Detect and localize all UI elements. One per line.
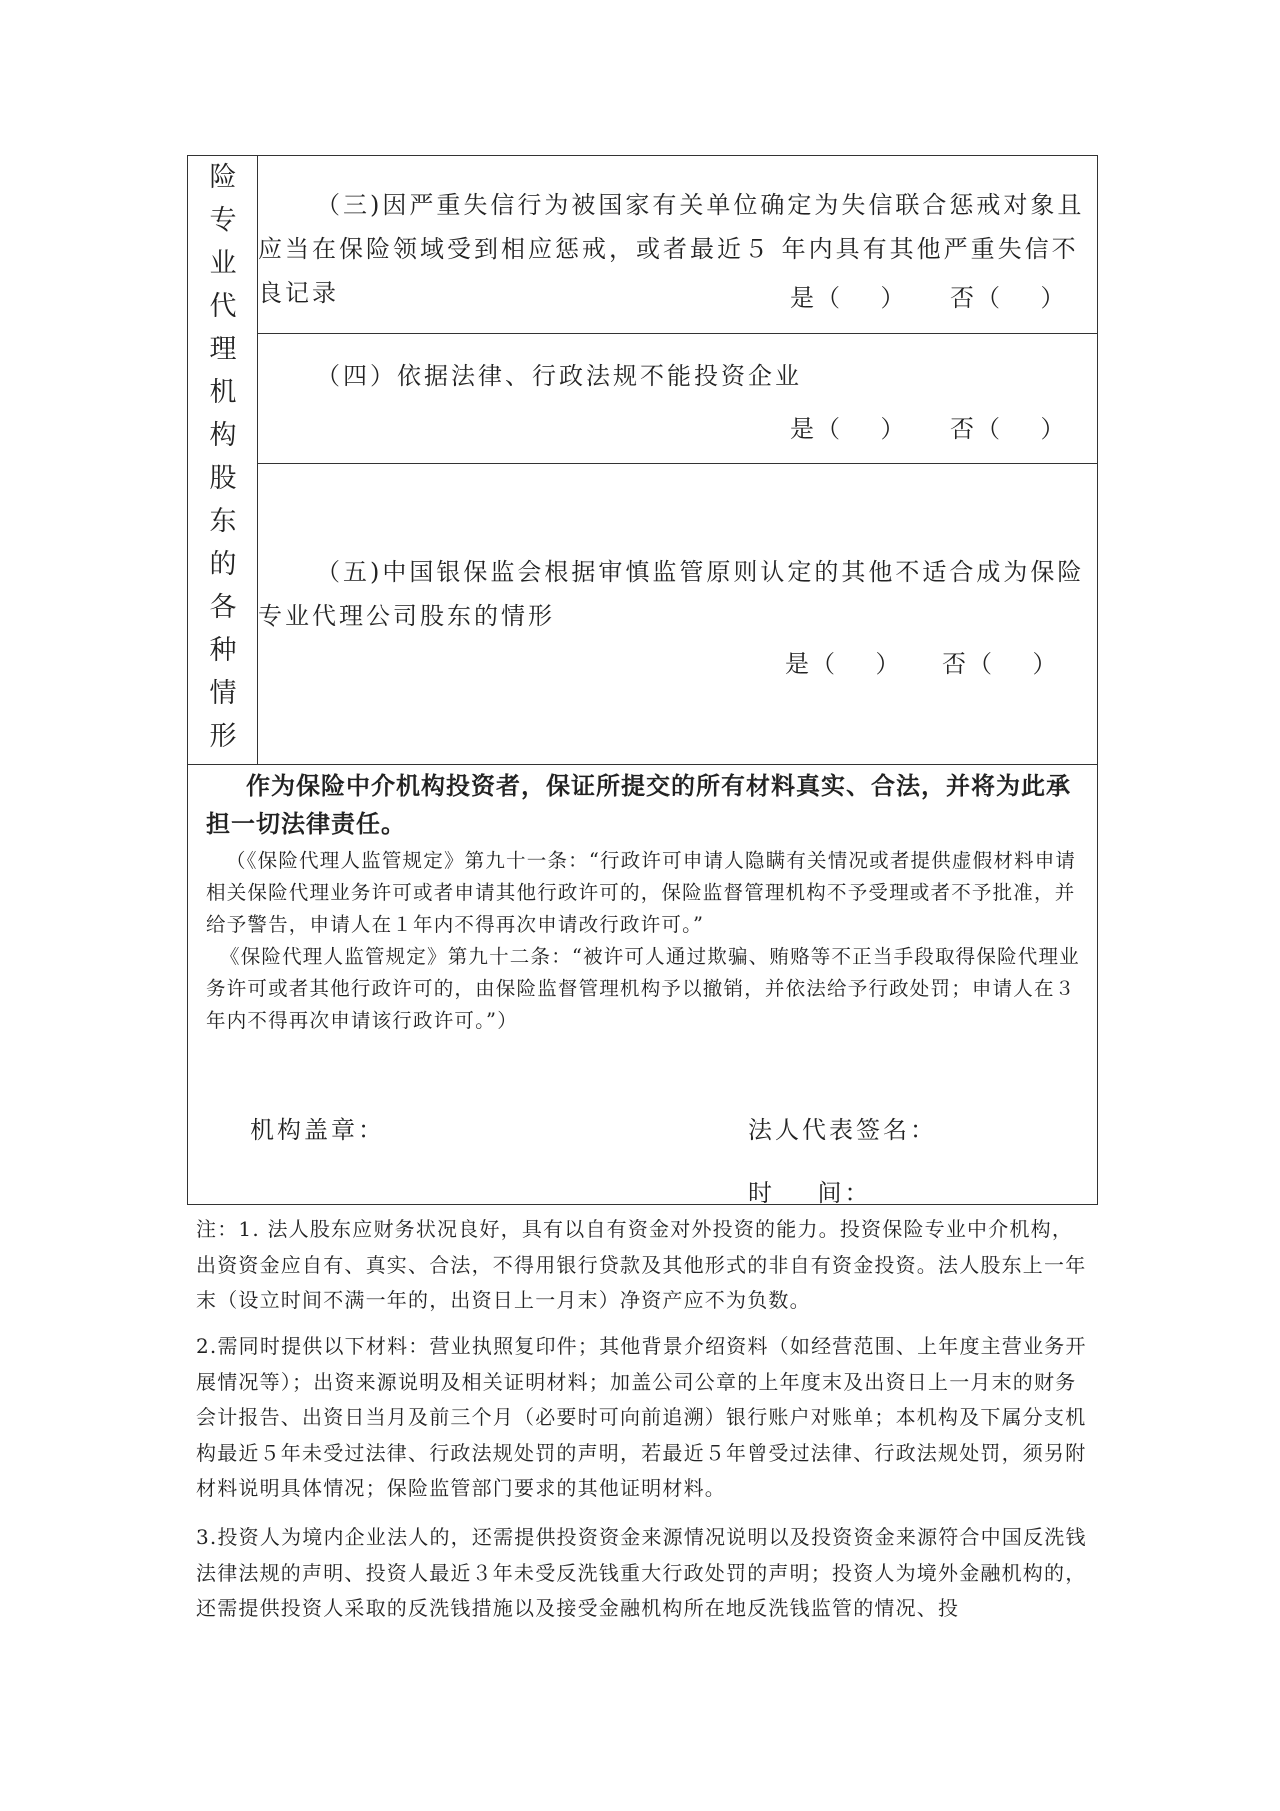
situation-row	[258, 464, 1097, 766]
row-header-char: 构	[209, 420, 237, 451]
regulation-article-92: 《保险代理人监管规定》第九十二条：“被许可人通过欺骗、贿赂等不正当手段取得保险代理业务许可或者其他行政许可的，由保险监督管理机构予以撤销，并依法给予行政处罚；申请人在３年内不得再次申请该行政许可。”）	[206, 945, 1080, 1032]
date-label: 时 间：	[748, 1179, 872, 1207]
situation-text: （三)因严重失信行为被国家有关单位确定为失信联合惩戒对象且应当在保险领域受到相应惩戒，或者最近５ 年内具有其他严重失信不良记录	[258, 191, 1085, 307]
situation-text: （四）依据法律、行政法规不能投资企业	[316, 362, 802, 390]
declaration-statement: 作为保险中介机构投资者，保证所提交的所有材料真实、合法，并将为此承担一切法律责任。	[206, 771, 1071, 838]
row-header-char: 的	[209, 549, 237, 580]
row-header-char: 股	[209, 463, 237, 494]
row-header-char: 险	[209, 162, 237, 193]
institution-seal-label: 机构盖章：	[250, 1116, 385, 1144]
note-1: 注：1. 法人股东应财务状况良好，具有以自有资金对外投资的能力。投资保险专业中介机构，出资资金应自有、真实、合法，不得用银行贷款及其他形式的非自有资金投资。法人股东上一年末（设立时间不满一年的，出资日上一月末）净资产应不为负数。	[196, 1217, 1087, 1312]
row-header-char: 东	[209, 506, 237, 537]
row-header-char: 各	[209, 592, 237, 623]
no-checkbox[interactable]: 否（ ）	[950, 415, 1067, 443]
row-header-char: 形	[209, 721, 237, 752]
note-3: 3.投资人为境内企业法人的，还需提供投资资金来源情况说明以及投资资金来源符合中国反洗钱法律法规的声明、投资人最近３年未受反洗钱重大行政处罚的声明；投资人为境外金融机构的，还需提供投资人采取的反洗钱措施以及接受金融机构所在地反洗钱监管的情况、投	[196, 1525, 1087, 1620]
declaration-box	[187, 765, 1098, 1205]
row-header-char: 专	[209, 205, 237, 236]
no-checkbox[interactable]: 否（ ）	[942, 650, 1059, 678]
no-checkbox[interactable]: 否（ ）	[950, 284, 1067, 312]
row-header-cell	[188, 156, 258, 764]
legal-rep-signature-label: 法人代表签名：	[748, 1116, 937, 1144]
shareholder-situations-table	[187, 155, 1098, 765]
row-header-char: 种	[209, 635, 237, 666]
yes-checkbox[interactable]: 是（ ）	[785, 650, 902, 678]
row-header-char: 情	[209, 678, 237, 709]
yes-checkbox[interactable]: 是（ ）	[790, 284, 907, 312]
row-header-char: 业	[209, 248, 237, 279]
row-header-char: 理	[209, 334, 237, 365]
situation-text: （五)中国银保监会根据审慎监管原则认定的其他不适合成为保险专业代理公司股东的情形	[258, 558, 1085, 630]
yes-checkbox[interactable]: 是（ ）	[790, 415, 907, 443]
row-header-char: 机	[209, 377, 237, 408]
situation-row	[258, 156, 1097, 334]
situation-row	[258, 334, 1097, 464]
regulation-article-91: （《保险代理人监管规定》第九十一条：“行政许可申请人隐瞒有关情况或者提供虚假材料申请相关保险代理业务许可或者申请其他行政许可的，保险监督管理机构不予受理或者不予批准，并给予警告，申请人在１年内不得再次申请改行政许可。”	[206, 849, 1077, 936]
row-header-char: 代	[209, 291, 237, 322]
note-2: 2.需同时提供以下材料：营业执照复印件；其他背景介绍资料（如经营范围、上年度主营业务开展情况等）；出资来源说明及相关证明材料；加盖公司公章的上年度末及出资日上一月末的财务会计报告、出资日当月及前三个月（必要时可向前追溯）银行账户对账单；本机构及下属分支机构最近５年未受过法律、行政法规处罚的声明，若最近５年曾受过法律、行政法规处罚，须另附材料说明具体情况；保险监管部门要求的其他证明材料。	[196, 1334, 1087, 1500]
